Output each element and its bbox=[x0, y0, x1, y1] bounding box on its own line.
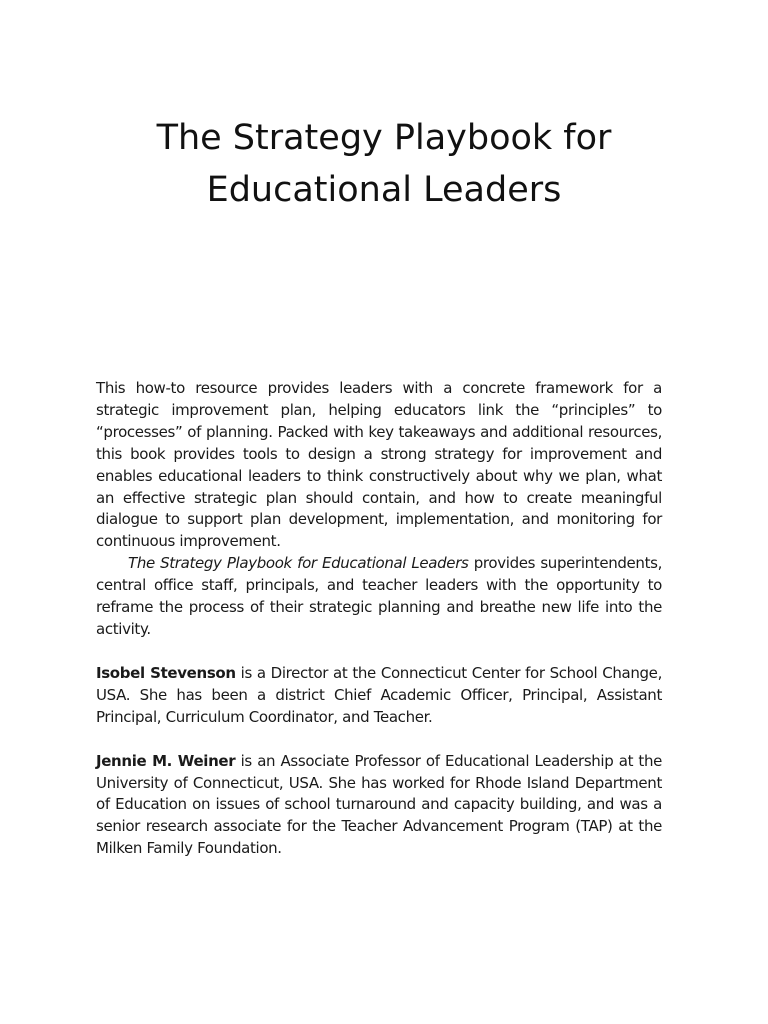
back-cover-text bbox=[96, 378, 662, 860]
description-paragraph-2-text: provides superintendents, central office staff, principals, and teacher leaders with the opportunity to reframe the process of their strategic planning and breathe new life into the activity. bbox=[96, 554, 662, 638]
author-name-1: Isobel Stevenson bbox=[96, 663, 236, 682]
description-paragraph-1: This how-to resource provides leaders with a concrete framework for a strategic improvement plan, helping educators link the “principles” to “processes” of planning. Packed with key takeaways and additional resources, this book provides tools to design a strong strategy for improvement and enables educational leaders to think constructively about why we plan, what an effective strategic plan should contain, and how to create meaningful dialogue to support plan development, implementation, and monitoring for continuous improvement. bbox=[96, 379, 662, 551]
section-spacer bbox=[96, 641, 662, 663]
section-spacer bbox=[96, 729, 662, 751]
book-title-line-1: The Strategy Playbook for bbox=[156, 118, 612, 158]
author-bio-text-1: is a Director at the Connecticut Center for School Change, USA. She has been a district Chief Academic Officer, Principal, Assistant Principal, Curriculum Coordinator, and Teacher. bbox=[96, 663, 662, 726]
author-bio-text-2: is an Associate Professor of Educational Leadership at the University of Connecticut, USA. She has worked for Rhode Island Department of Education on issues of school turnaround and capacity building, and was a senior research associate for the Teacher Advancement Program (TAP) at the Milken Family Foundation. bbox=[96, 751, 662, 858]
author-bio-2 bbox=[96, 751, 662, 861]
book-title-line-2: Educational Leaders bbox=[206, 170, 562, 210]
book-title bbox=[60, 112, 708, 216]
description-paragraph-2 bbox=[96, 553, 662, 641]
author-bio-1 bbox=[96, 663, 662, 729]
description-book-title: The Strategy Playbook for Educational Leaders bbox=[128, 554, 469, 573]
author-name-2: Jennie M. Weiner bbox=[96, 751, 236, 770]
